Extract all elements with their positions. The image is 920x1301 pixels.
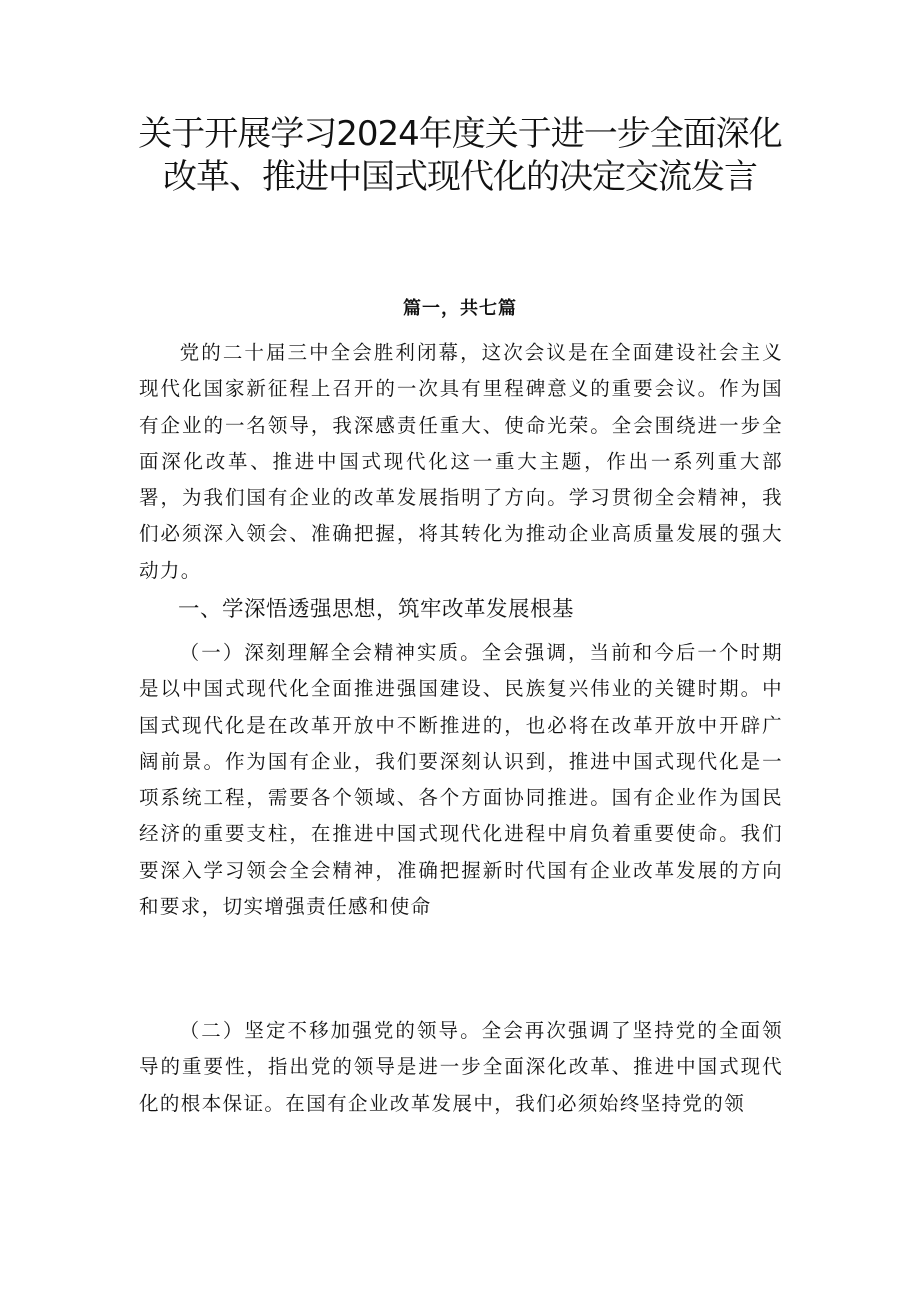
section-heading: 一、学深悟透强思想，筑牢改革发展根基 [178,597,575,622]
paragraph-text: （二）坚定不移加强党的领导。全会再次强调了坚持党的全面领导的重要性，指出党的领导是进一步全面深化改革、推进中国式现代化的根本保证。在国有企业改革发展中，我们必须始终坚持党的领 [139,1019,783,1115]
body-paragraph [139,335,783,589]
body-paragraph [139,635,783,925]
document-title: 关于开展学习2024年度关于进一步全面深化改革、推进中国式现代化的决定交流发言 [138,114,782,197]
body-paragraph [139,1013,783,1122]
paragraph-text: （一）深刻理解全会精神实质。全会强调，当前和今后一个时期是以中国式现代化全面推进强国建设、民族复兴伟业的关键时期。中国式现代化是在改革开放中不断推进的，也必将在改革开放中开辟广阔前景。作为国有企业，我们要深刻认识到，推进中国式现代化是一项系统工程，需要各个领域、各个方面协同推进。国有企业作为国民经济的重要支柱，在推进中国式现代化进程中肩负着重要使命。我们要深入学习领会全会精神，准确把握新时代国有企业改革发展的方向和要求，切实增强责任感和使命 [139,641,783,919]
document-subtitle: 篇一，共七篇 [403,298,517,319]
paragraph-text: 党的二十届三中全会胜利闭幕，这次会议是在全面建设社会主义现代化国家新征程上召开的一次具有里程碑意义的重要会议。作为国有企业的一名领导，我深感责任重大、使命光荣。全会围绕进一步全面深化改革、推进中国式现代化这一重大主题，作出一系列重大部署，为我们国有企业的改革发展指明了方向。学习贯彻全会精神，我们必须深入领会、准确把握，将其转化为推动企业高质量发展的强大动力。 [139,341,783,582]
